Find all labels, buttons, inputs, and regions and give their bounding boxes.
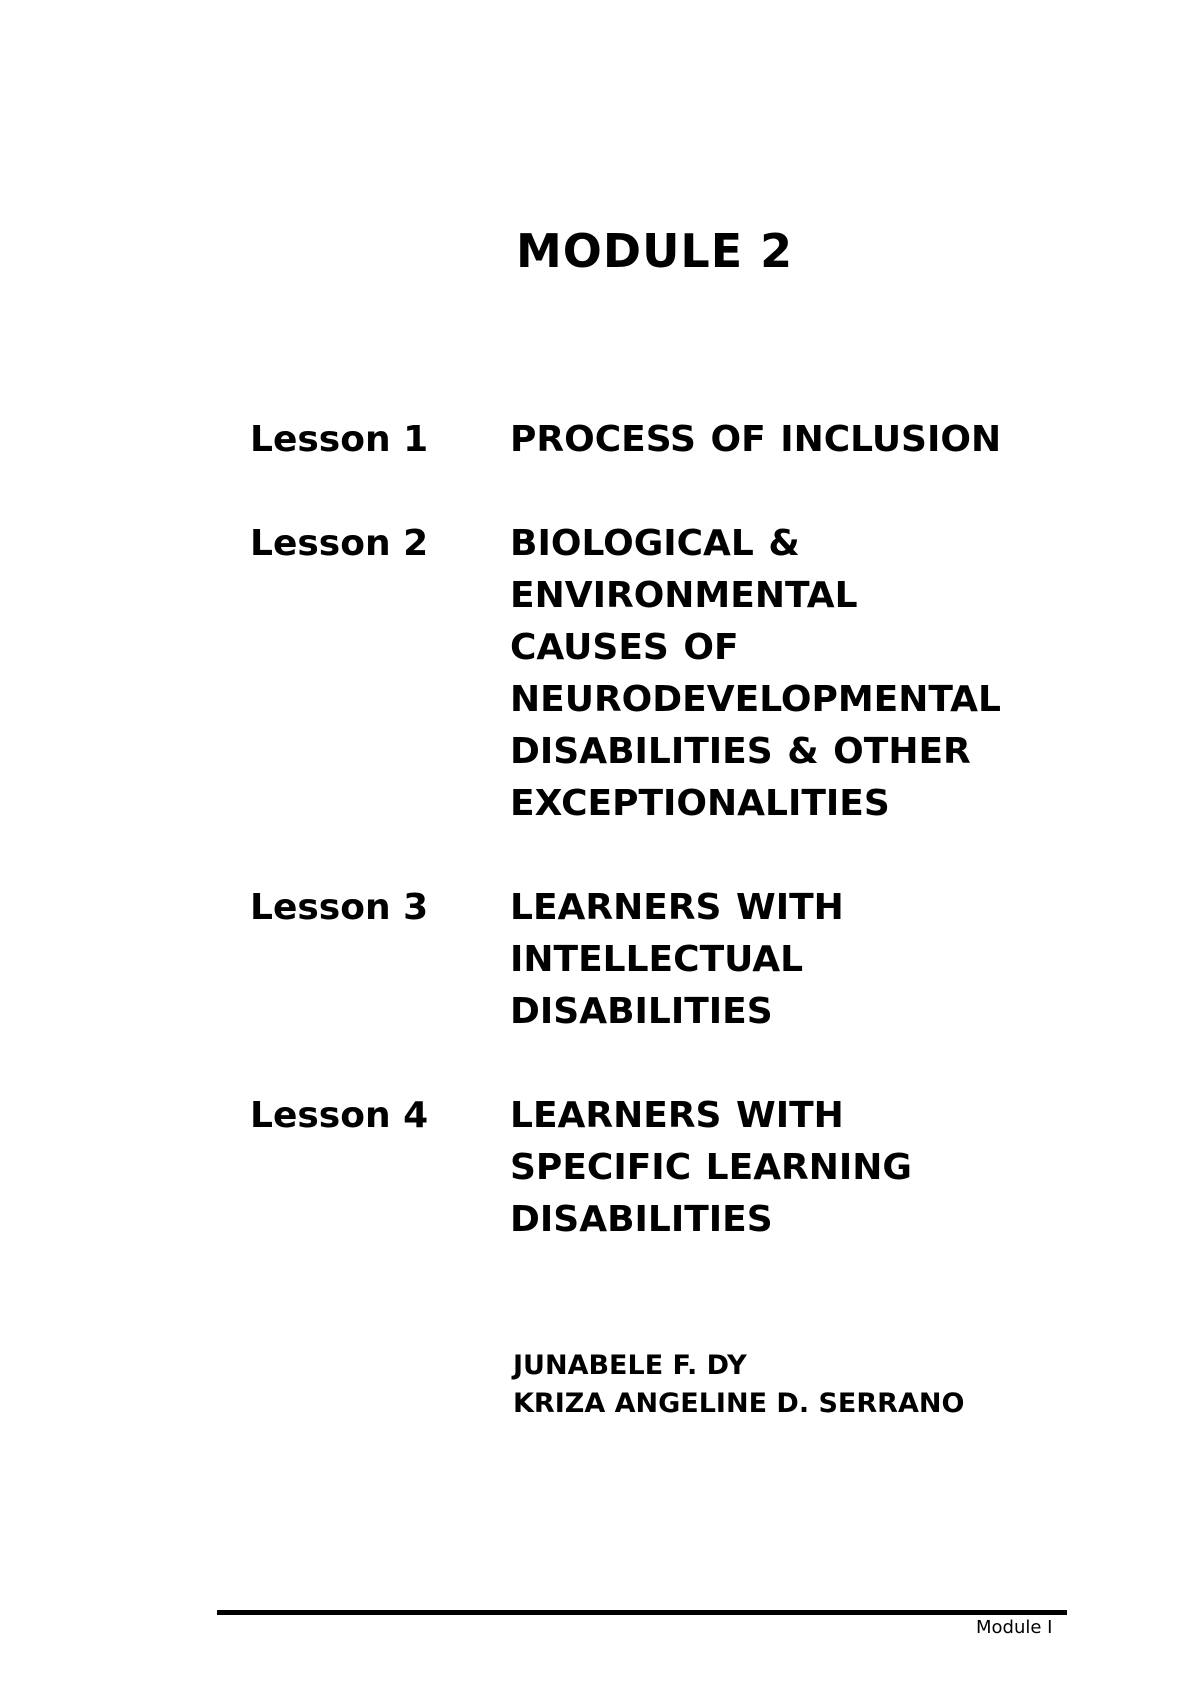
lesson-title: PROCESS OF INCLUSION: [510, 419, 1002, 460]
lesson-item: [250, 414, 1130, 466]
lesson-list: [250, 414, 1130, 1246]
lesson-title: LEARNERS WITH INTELLECTUAL DISABILITIES: [510, 887, 844, 1032]
lesson-label: Lesson 4: [250, 1095, 429, 1136]
lesson-item: [250, 518, 1130, 830]
lesson-title: BIOLOGICAL & ENVIRONMENTAL CAUSES OF NEURODEVELOPMENTAL DISABILITIES & OTHER EXCEPTIONALITIES: [510, 523, 1001, 824]
author-name: KRIZA ANGELINE D. SERRANO: [513, 1388, 965, 1419]
author-name: JUNABELE F. DY: [513, 1350, 747, 1381]
lesson-label: Lesson 3: [250, 887, 429, 928]
lesson-label: Lesson 1: [250, 419, 429, 460]
lesson-item: [250, 882, 1130, 1038]
author-list: [513, 1347, 964, 1423]
lesson-title: LEARNERS WITH SPECIFIC LEARNING DISABILITIES: [510, 1095, 912, 1240]
footer-label: Module I: [976, 1617, 1053, 1638]
lesson-item: [250, 1090, 1130, 1246]
page-title: MODULE 2: [516, 224, 794, 278]
footer-divider: [217, 1610, 1067, 1615]
lesson-label: Lesson 2: [250, 523, 429, 564]
